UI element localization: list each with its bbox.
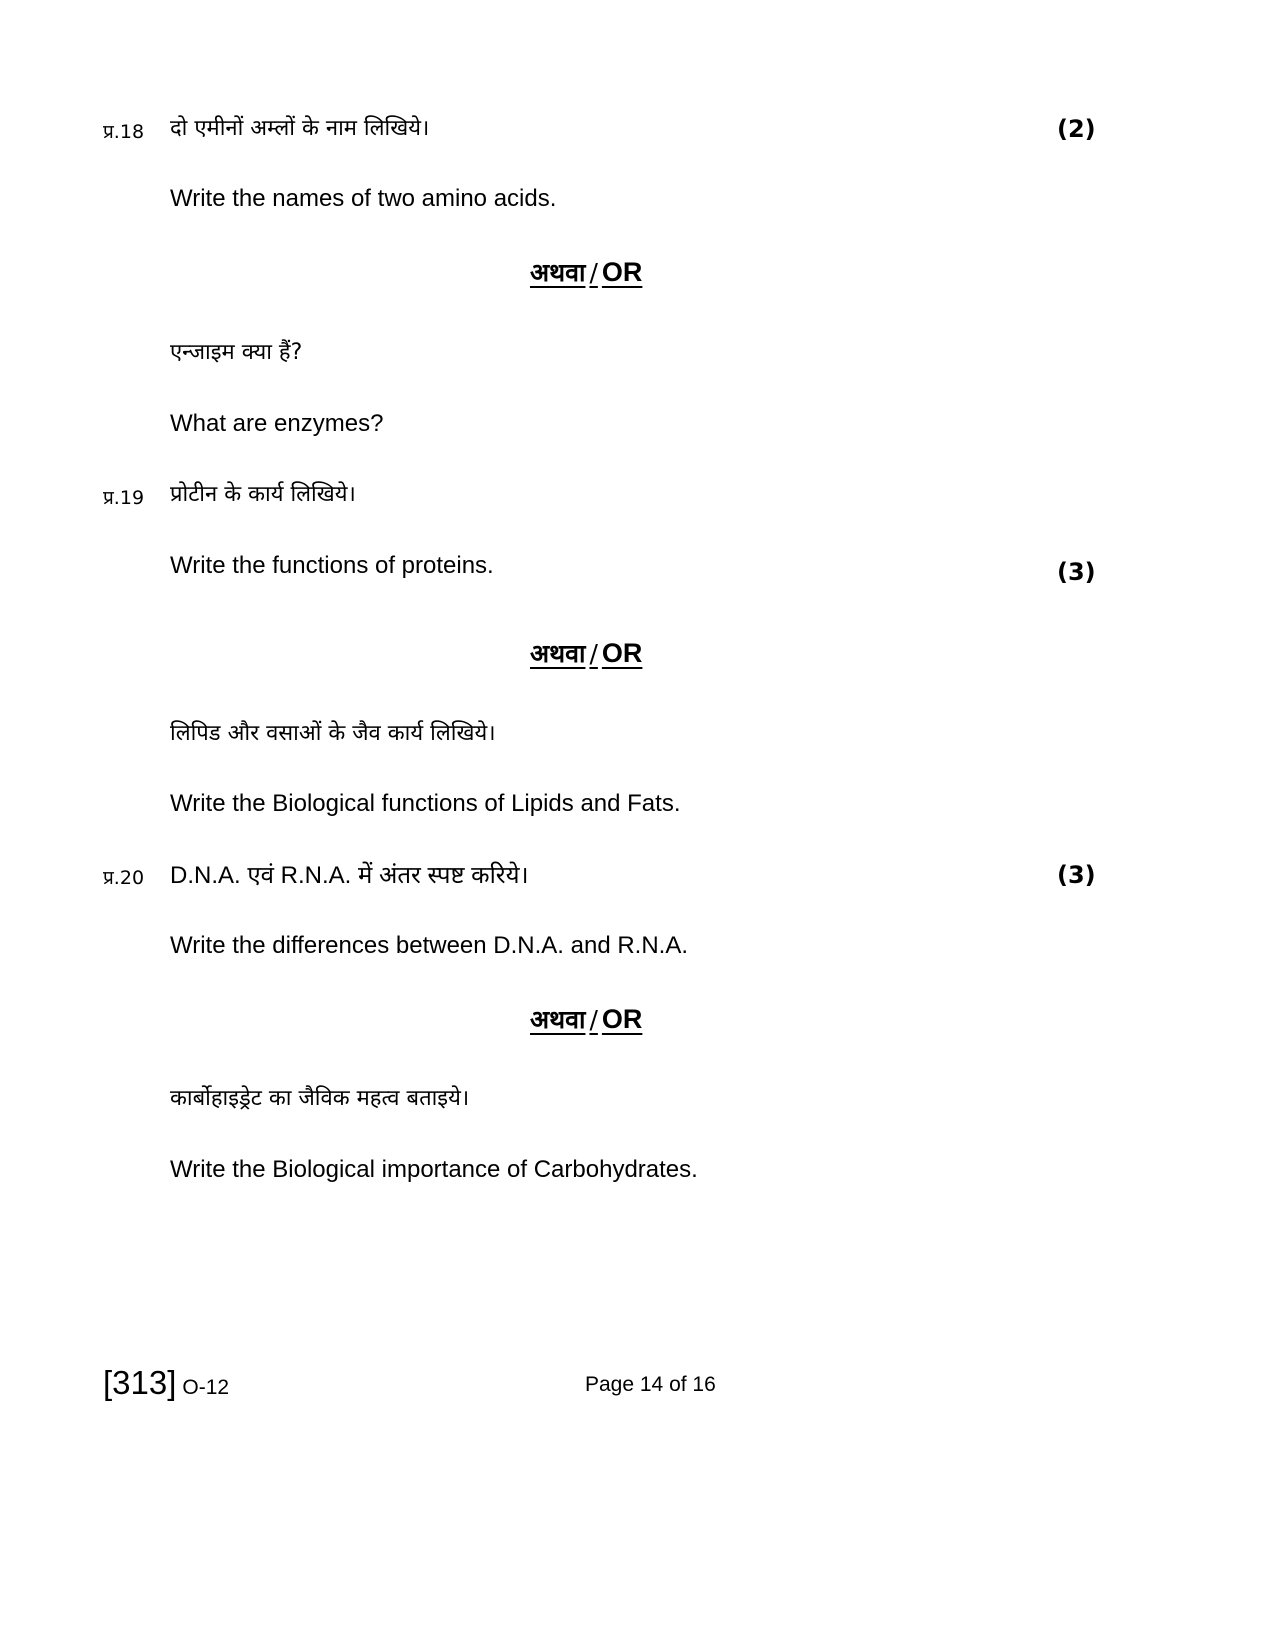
question-number: प्र.19 [103, 487, 145, 509]
page-number: Page 14 of 16 [585, 1373, 716, 1396]
alternate-hindi: कार्बोहाइड्रेट का जैविक महत्व बताइये। [170, 1086, 470, 1111]
paper-subcode: O-12 [182, 1376, 230, 1399]
alternate-english: Write the Biological importance of Carbohydrates. [170, 1156, 698, 1183]
question-number: प्र.20 [103, 867, 145, 889]
or-divider: अथवा / OR [530, 638, 643, 668]
or-divider: अथवा / OR [530, 1004, 643, 1034]
alternate-english: What are enzymes? [170, 410, 384, 437]
or-divider: अथवा / OR [530, 257, 643, 287]
question-hindi: D.N.A. एवं R.N.A. में अंतर स्पष्ट करिये। [170, 862, 529, 889]
alternate-hindi: लिपिड और वसाओं के जैव कार्य लिखिये। [170, 721, 496, 746]
question-english: Write the names of two amino acids. [170, 185, 557, 212]
question-hindi: प्रोटीन के कार्य लिखिये। [170, 482, 356, 507]
question-marks: (3) [1057, 861, 1096, 889]
question-number: प्र.18 [103, 121, 145, 143]
question-marks: (3) [1057, 558, 1096, 586]
question-hindi: दो एमीनों अम्लों के नाम लिखिये। [170, 116, 430, 141]
paper-code: [313] O-12 [103, 1364, 230, 1401]
question-marks: (2) [1057, 115, 1096, 143]
question-english: Write the differences between D.N.A. and R.N.A. [170, 932, 689, 959]
question-english: Write the functions of proteins. [170, 552, 494, 579]
alternate-english: Write the Biological functions of Lipids and Fats. [170, 790, 681, 817]
alternate-hindi: एन्जाइम क्या हैं? [170, 340, 303, 365]
